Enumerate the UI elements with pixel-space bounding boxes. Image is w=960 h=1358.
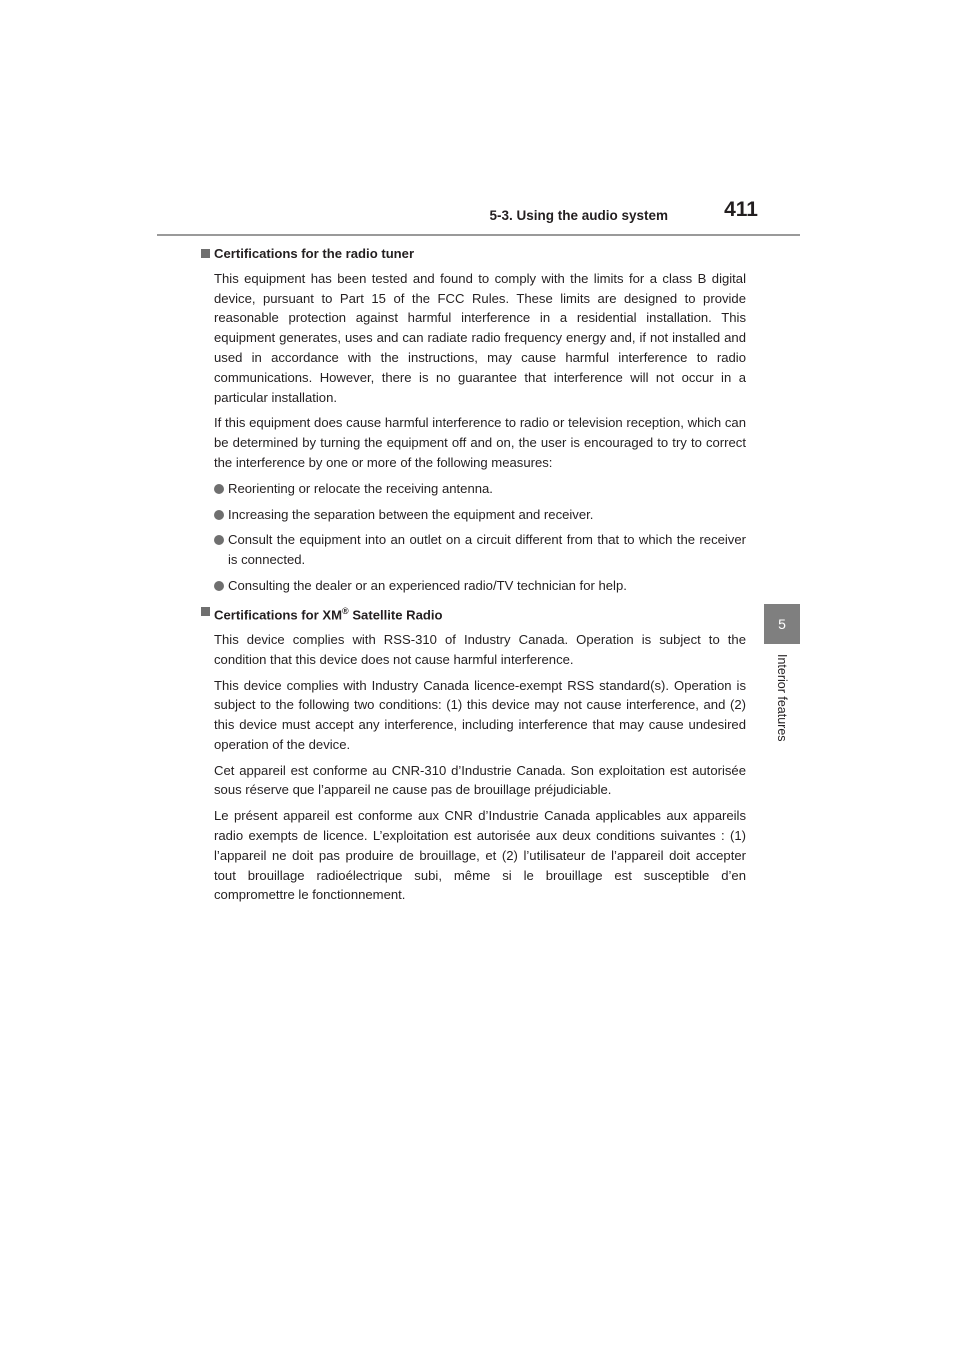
paragraph: Le présent appareil est conforme aux CNR d’Industrie Canada applicables aux appareils radio exempts de licence. L’exploitation est autorisée aux deux conditions suivantes : (1) l’appareil ne doit pas produire de brouillage, et (2) l’utilisateur de l’appareil doit accepter tout brouillage radioélectrique subi, même si le brouillage est susceptible d’en compromettre le fonctionnement. <box>214 808 746 903</box>
square-bullet-icon <box>201 607 210 616</box>
chapter-label: Interior features <box>775 654 789 742</box>
chapter-tab[interactable]: 5 <box>764 604 800 644</box>
round-bullet-icon <box>214 581 224 591</box>
list-item-text: Consulting the dealer or an experienced radio/TV technician for help. <box>228 577 627 593</box>
registered-mark: ® <box>342 605 349 616</box>
section-title: 5-3. Using the audio system <box>489 208 668 223</box>
list-item-text: Increasing the separation between the equipment and receiver. <box>228 506 594 522</box>
round-bullet-icon <box>214 510 224 520</box>
paragraph: This device complies with Industry Canada licence-exempt RSS standard(s). Operation is subject to the following two conditions: (1) this device may not cause interference, and (2) this device must accept any interference, including interference that may cause undesired operation of the device. <box>214 677 746 752</box>
paragraph: This device complies with RSS-310 of Industry Canada. Operation is subject to the condition that this device does not cause harmful interference. <box>214 631 746 667</box>
list-item <box>204 505 746 525</box>
list-item <box>204 576 746 596</box>
page-content <box>214 244 746 911</box>
list-item <box>204 530 746 570</box>
round-bullet-icon <box>214 484 224 494</box>
heading-text: Certifications for the radio tuner <box>214 246 415 261</box>
section-heading-xm-radio <box>214 602 746 625</box>
list-item-text: Reorienting or relocate the receiving antenna. <box>228 480 493 496</box>
paragraph: If this equipment does cause harmful interference to radio or television reception, which can be determined by turning the equipment off and on, the user is encouraged to try to correct the interference by one or more of the following measures: <box>214 415 746 470</box>
list-item-text: Consult the equipment into an outlet on a circuit different from that to which the receiver is connected. <box>228 532 746 568</box>
paragraph: This equipment has been tested and found to comply with the limits for a class B digital device, pursuant to Part 15 of the FCC Rules. These limits are designed to provide reasonable protection against harmful interference in a residential installation. This equipment generates, uses and can radiate radio frequency energy and, if not installed and used in accordance with the instructions, may cause harmful interference to radio communications. However, there is no guarantee that interference will not occur in a particular installation. <box>214 270 746 405</box>
page-number: 411 <box>724 198 758 221</box>
section-heading-radio-tuner <box>214 244 746 264</box>
heading-text-suffix: Satellite Radio <box>348 607 443 623</box>
page-header <box>157 196 800 236</box>
paragraph: Cet appareil est conforme au CNR-310 d’Industrie Canada. Son exploitation est autorisée sous réserve que l’appareil ne cause pas de brouillage préjudiciable. <box>214 762 746 798</box>
list-item <box>204 479 746 499</box>
square-bullet-icon <box>201 249 210 258</box>
heading-text-prefix: Certifications for XM <box>214 607 343 623</box>
